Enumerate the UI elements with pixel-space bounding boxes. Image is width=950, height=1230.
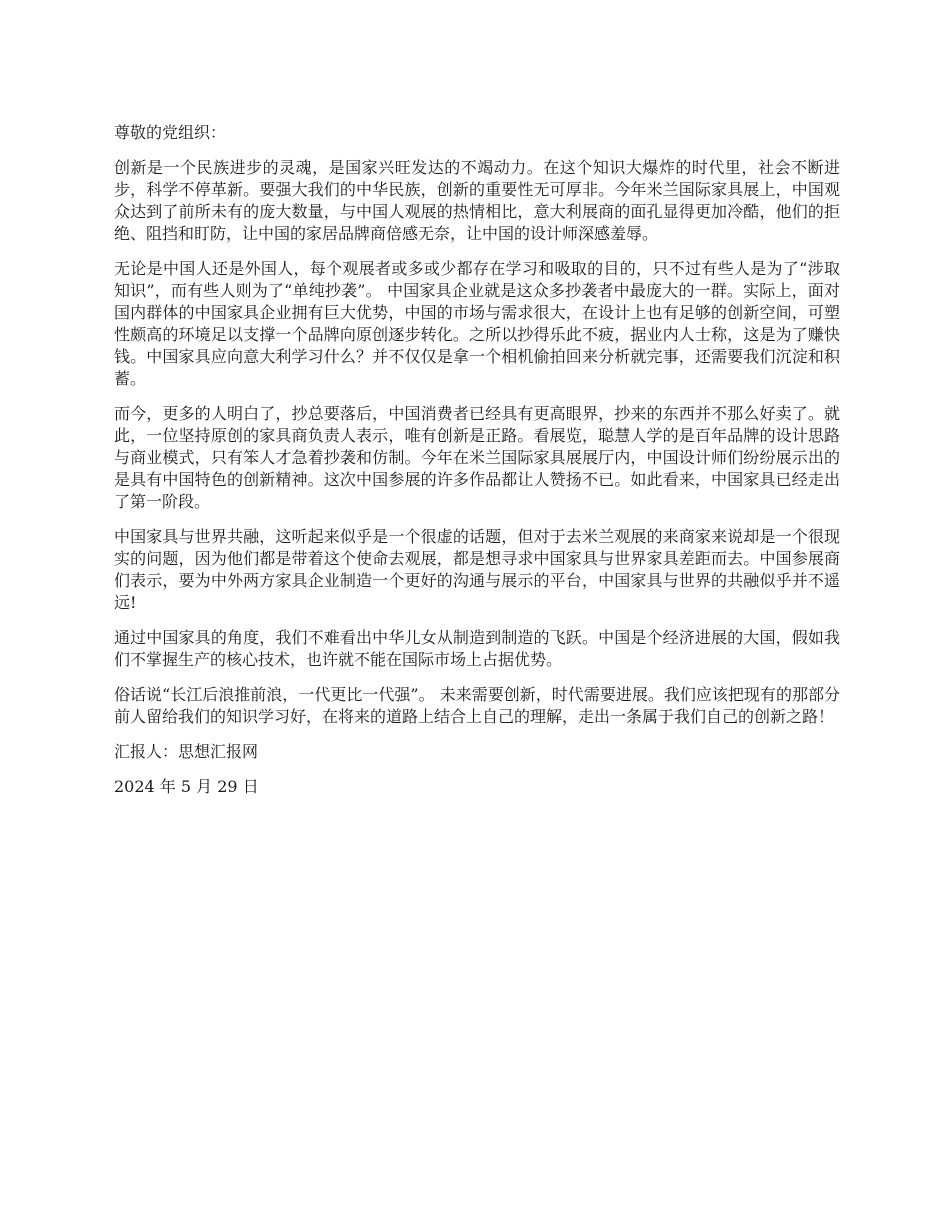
- salutation: 尊敬的党组织：: [114, 123, 227, 142]
- paragraph-3: 而今，更多的人明白了，抄总要落后，中国消费者已经具有更高眼界，抄来的东西并不那么好卖了。就此，一位坚持原创的家具商负责人表示，唯有创新是正路。看展览，聪慧人学的是百年品牌的设计思路与商业模式，只有笨人才急着抄袭和仿制。今年在米兰国际家具展展厅内，中国设计师们纷纷展示出的是具有中国特色的创新精神。这次中国参展的许多作品都让人赞扬不已。如此看来，中国家具已经走出了第一阶段。: [114, 404, 840, 511]
- paragraph-6: 俗话说“长江后浪推前浪，一代更比一代强”。 未来需要创新，时代需要进展。我们应该把现有的那部分前人留给我们的知识学习好，在将来的道路上结合上自己的理解，走出一条属于我们自己的创新之路！: [114, 685, 840, 726]
- date-line: 2024 年 5 月 29 日: [114, 777, 259, 796]
- reporter-line: 汇报人：思想汇报网: [114, 742, 259, 761]
- paragraph-4: 中国家具与世界共融，这听起来似乎是一个很虚的话题，但对于去米兰观展的来商家来说却是一个很现实的问题，因为他们都是带着这个使命去观展，都是想寻求中国家具与世界家具差距而去。中国参展商们表示，要为中外两方家具企业制造一个更好的沟通与展示的平台，中国家具与世界的共融似乎并不遥远!: [114, 527, 840, 612]
- document-body: [114, 122, 840, 811]
- paragraph-5: 通过中国家具的角度，我们不难看出中华儿女从制造到制造的飞跃。中国是个经济进展的大国，假如我们不掌握生产的核心技术，也许就不能在国际市场上占据优势。: [114, 628, 840, 669]
- paragraph-1: 创新是一个民族进步的灵魂，是国家兴旺发达的不竭动力。在这个知识大爆炸的时代里，社会不断进步，科学不停革新。要强大我们的中华民族，创新的重要性无可厚非。今年米兰国际家具展上，中国观众达到了前所未有的庞大数量，与中国人观展的热情相比，意大利展商的面孔显得更加冷酷，他们的拒绝、阻挡和盯防，让中国的家居品牌商倍感无奈，让中国的设计师深感羞辱。: [114, 158, 840, 243]
- paragraph-2: 无论是中国人还是外国人，每个观展者或多或少都存在学习和吸取的目的，只不过有些人是为了“涉取知识”，而有些人则为了“单纯抄袭”。 中国家具企业就是这众多抄袭者中最庞大的一群。实际上，面对国内群体的中国家具企业拥有巨大优势，中国的市场与需求很大，在设计上也有足够的创新空间，可塑性颇高的环境足以支撑一个品牌向原创逐步转化。之所以抄得乐此不疲，据业内人士称，这是为了赚快钱。中国家具应向意大利学习什么？并不仅仅是拿一个相机偷拍回来分析就完事，还需要我们沉淀和积蓄。: [114, 259, 840, 388]
